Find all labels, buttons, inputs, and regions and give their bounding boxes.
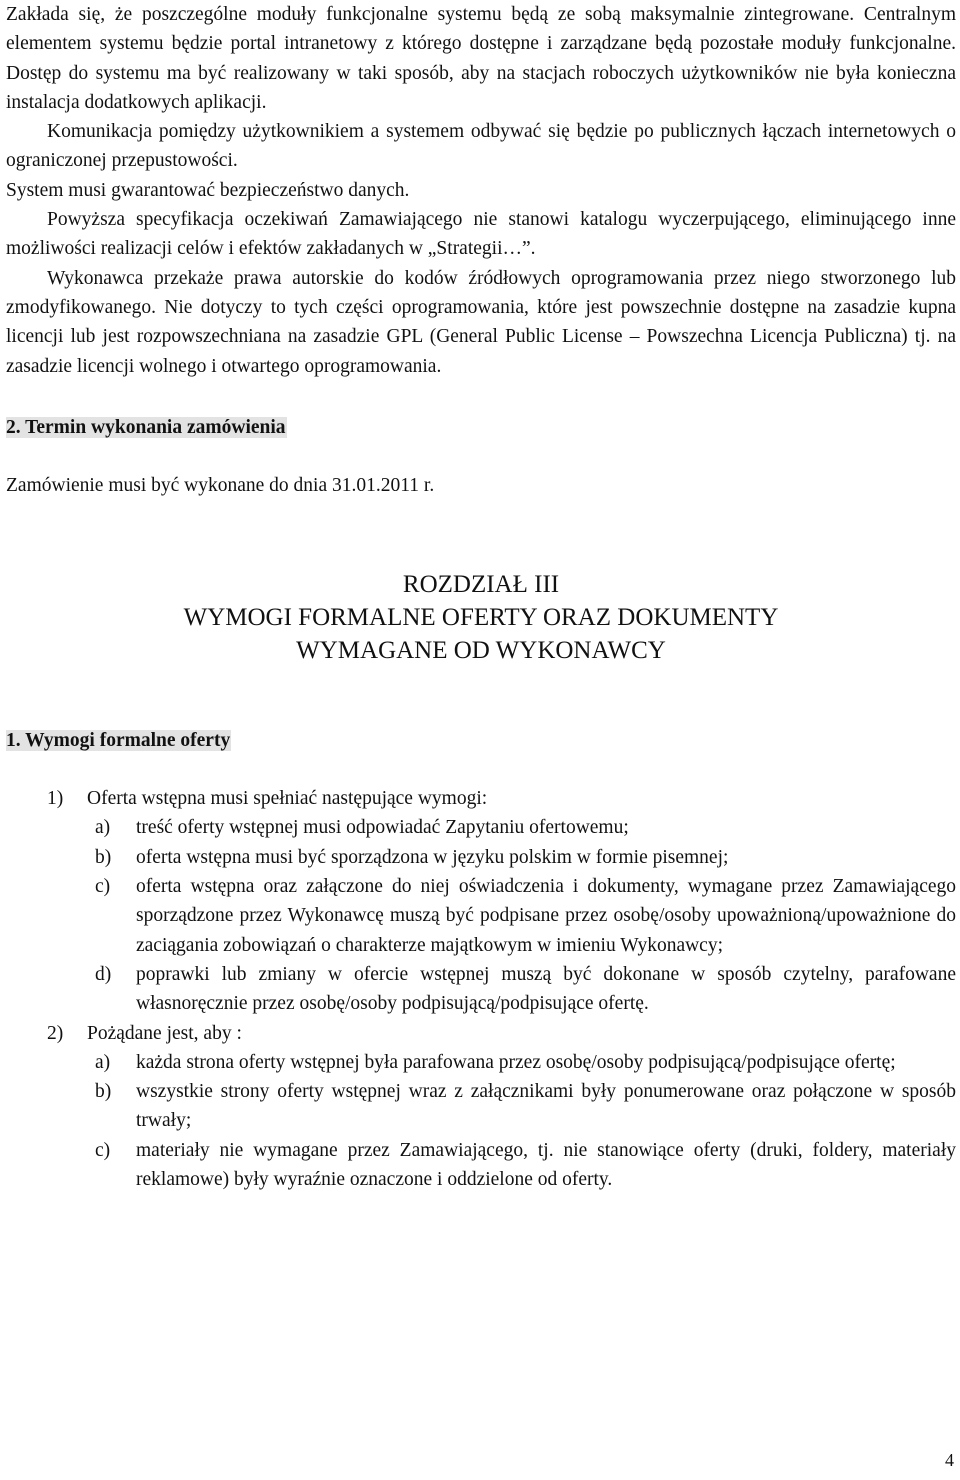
list-marker: a) — [95, 1051, 111, 1073]
list-item-text: Pożądane jest, aby : — [87, 1022, 242, 1044]
list-item-text: oferta wstępna oraz załączone do niej oświadczenia i dokumenty, wymagane przez Zamawiającego sporządzone przez Wykonawcę muszą być podpisane przez osobę/osoby upoważnioną/upoważnione do zaciągania zobowiązań o charakterze majątkowym w imieniu Wykonawcy; — [136, 876, 956, 956]
sub-list-item — [6, 1077, 956, 1136]
list-item — [6, 1019, 956, 1048]
requirements-list — [6, 784, 956, 1194]
section-heading-deadline: 2. Termin wykonania zamówienia — [6, 416, 286, 438]
sub-list-item — [6, 872, 956, 960]
section-formal-requirements — [6, 726, 956, 1194]
list-item-text: materiały nie wymagane przez Zamawiającego, tj. nie stanowiące oferty (druki, foldery, materiały reklamowe) były wyraźnie oznaczone i oddzielone od oferty. — [136, 1139, 956, 1191]
list-marker: c) — [95, 876, 111, 898]
list-item-text: oferta wstępna musi być sporządzona w języku polskim w formie pisemnej; — [136, 846, 729, 868]
list-item-text: treść oferty wstępnej musi odpowiadać Zapytaniu ofertowemu; — [136, 817, 629, 839]
page-number: 4 — [945, 1450, 954, 1470]
list-item — [6, 784, 956, 813]
sub-list-item — [6, 843, 956, 872]
deadline-text: Zamówienie musi być wykonane do dnia 31.01.2011 r. — [6, 474, 435, 496]
document-page — [6, 0, 956, 1194]
chapter-number: ROZDZIAŁ III — [402, 571, 560, 599]
chapter-heading — [6, 568, 956, 667]
list-marker: c) — [95, 1139, 111, 1161]
list-marker: b) — [95, 1081, 112, 1103]
list-marker: b) — [95, 846, 112, 868]
section-deadline — [6, 413, 956, 500]
sub-list-item — [6, 1048, 956, 1077]
paragraph-specification: Powyższa specyfikacja oczekiwań Zamawiającego nie stanowi katalogu wyczerpującego, eliminującego inne możliwości realizacji celów i efektów zakładanych w „Strategii…”. — [6, 209, 956, 260]
list-marker: 1) — [47, 788, 64, 810]
paragraph-communication: Komunikacja pomiędzy użytkownikiem a systemem odbywać się będzie po publicznych łączach internetowych o ograniczonej przepustowości. — [6, 121, 956, 172]
list-item-text: poprawki lub zmiany w ofercie wstępnej muszą być dokonane w sposób czytelny, parafowane własnoręcznie przez osobę/osoby podpisującą/podpisujące ofertę. — [136, 963, 956, 1015]
paragraph-integration: Zakłada się, że poszczególne moduły funkcjonalne systemu będą ze sobą maksymalnie zintegrowane. Centralnym elementem systemu będzie portal intranetowy z którego dostępne i zarządzane będą pozostałe moduły funkcjonalne. Dostęp do systemu ma być realizowany w taki sposób, aby na stacjach roboczych użytkowników nie była konieczna instalacja dodatkowych aplikacji. — [6, 4, 956, 113]
paragraph-security: System musi gwarantować bezpieczeństwo danych. — [6, 179, 410, 201]
list-item-text: każda strona oferty wstępnej była parafowana przez osobę/osoby podpisującą/podpisujące ofertę; — [136, 1051, 896, 1073]
paragraph-copyright: Wykonawca przekaże prawa autorskie do kodów źródłowych oprogramowania przez niego stworzonego lub zmodyfikowanego. Nie dotyczy to tych części oprogramowania, które jest powszechnie dostępne na zasadzie kupna licencji lub jest rozpowszechniana na zasadzie GPL (General Public License – Powszechna Licencja Publiczna) tj. na zasadzie licencji wolnego i otwartego oprogramowania. — [6, 267, 956, 377]
chapter-title-line1: WYMOGI FORMALNE OFERTY ORAZ DOKUMENTY — [183, 604, 779, 632]
list-item-text: wszystkie strony oferty wstępnej wraz z załącznikami były ponumerowane oraz połączone w sposób trwały; — [136, 1081, 956, 1132]
sub-list-item — [6, 960, 956, 1019]
sub-list-item — [6, 813, 956, 842]
list-marker: d) — [95, 963, 112, 985]
chapter-title-line2: WYMAGANE OD WYKONAWCY — [296, 637, 666, 665]
list-item-text: Oferta wstępna musi spełniać następujące wymogi: — [87, 788, 488, 810]
section-heading-formal-requirements: 1. Wymogi formalne oferty — [6, 730, 231, 752]
list-marker: a) — [95, 817, 111, 839]
list-marker: 2) — [47, 1022, 64, 1044]
sub-list-item — [6, 1136, 956, 1195]
